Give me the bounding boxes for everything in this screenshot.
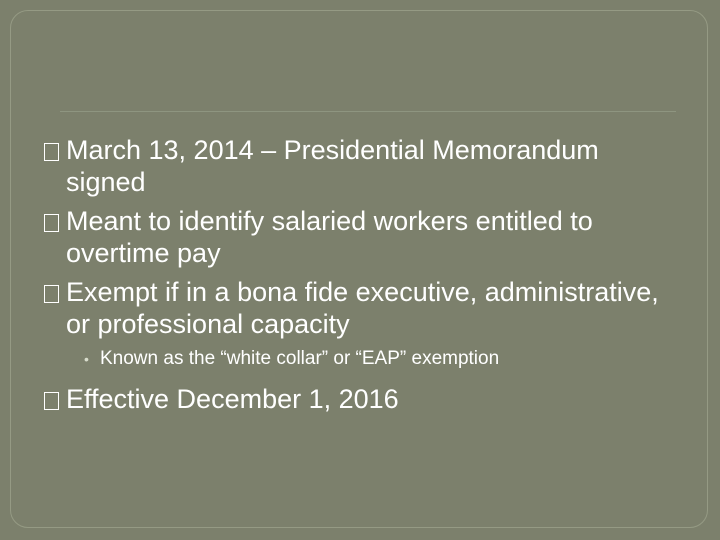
sub-bullet-item	[44, 347, 684, 371]
title-divider	[60, 111, 676, 112]
bullet-text: March 13, 2014 – Presidential Memorandum signed	[66, 135, 599, 197]
bullet-text: Exempt if in a bona fide executive, administrative, or professional capacity	[66, 277, 659, 339]
slide-content	[44, 134, 684, 422]
square-bullet-icon	[44, 392, 59, 410]
bullet-item	[44, 383, 684, 415]
square-bullet-icon	[44, 214, 59, 232]
bullet-item	[44, 276, 684, 340]
square-bullet-icon	[44, 143, 59, 161]
sub-bullet-text: Known as the “white collar” or “EAP” exemption	[100, 348, 500, 369]
bullet-text: Meant to identify salaried workers entitled to overtime pay	[66, 206, 593, 268]
bullet-item	[44, 134, 684, 198]
bullet-text: Effective December 1, 2016	[66, 384, 399, 414]
square-bullet-icon	[44, 285, 59, 303]
dot-bullet-icon: •	[84, 351, 89, 367]
bullet-item	[44, 205, 684, 269]
